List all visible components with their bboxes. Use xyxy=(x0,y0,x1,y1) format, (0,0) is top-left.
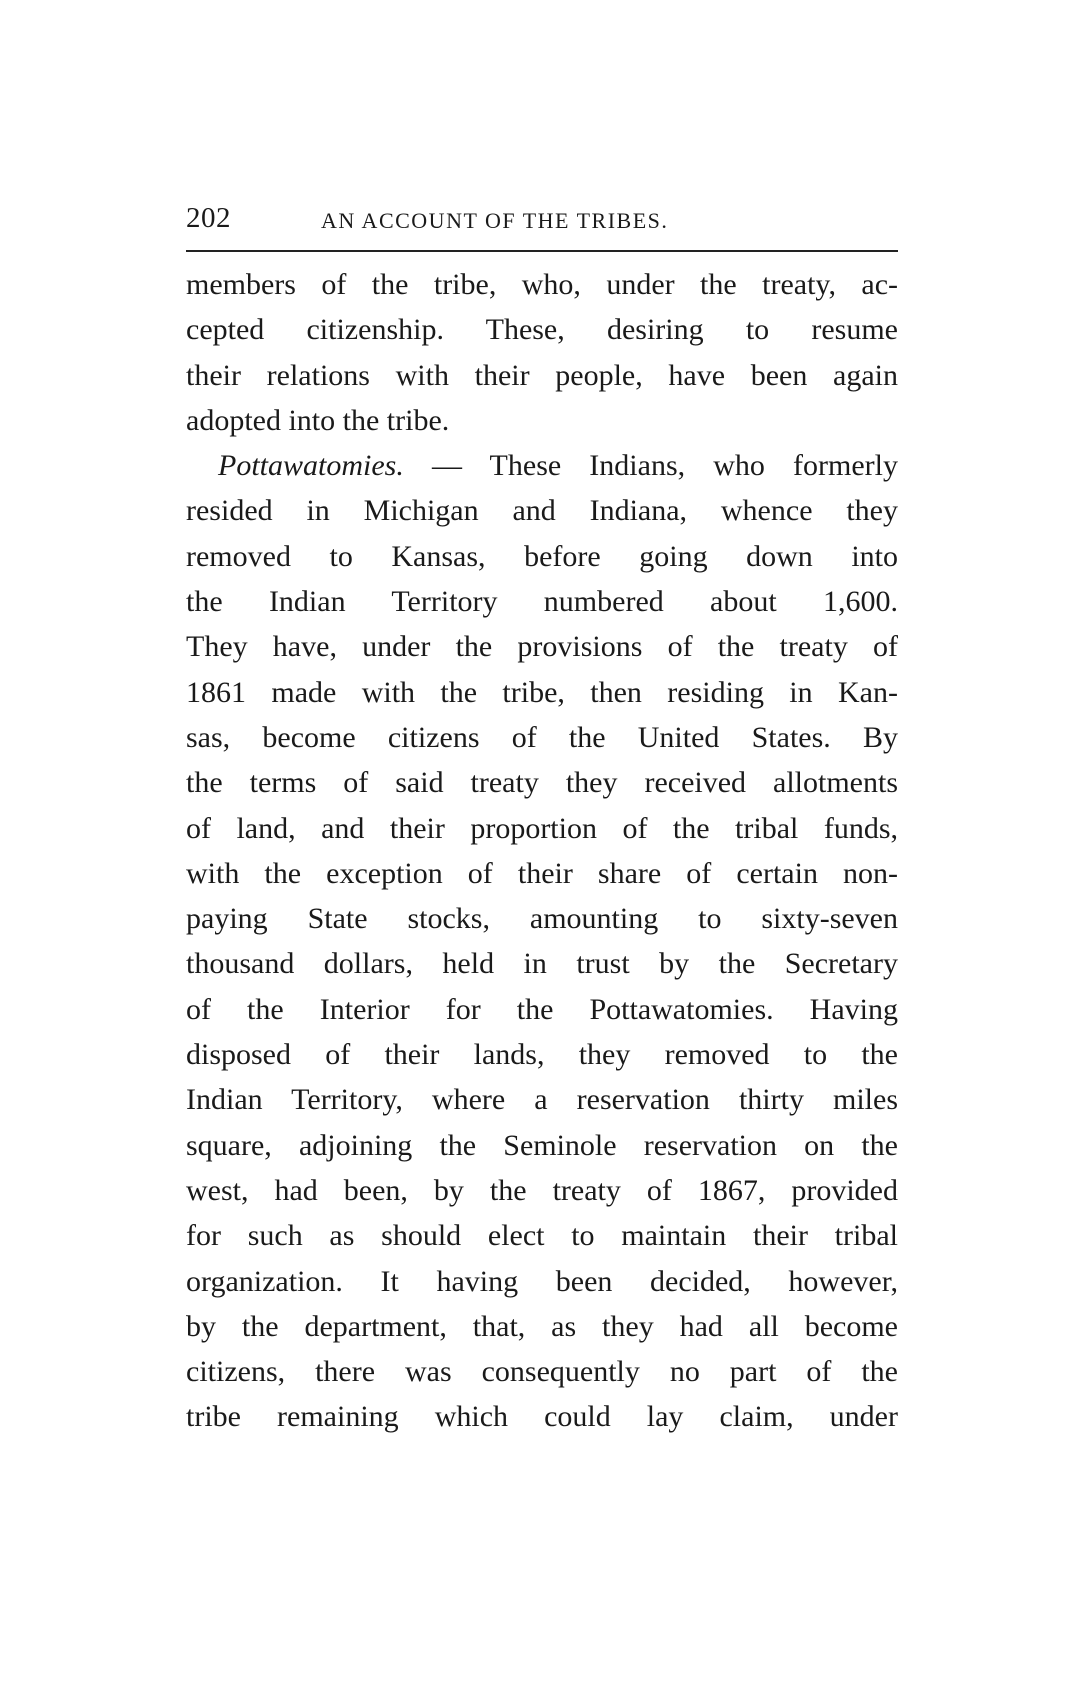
text-line: thousand dollars, held in trust by the Secretary xyxy=(186,947,898,981)
text-line: citizens, there was consequently no part of the xyxy=(186,1355,898,1389)
text-line: by the department, that, as they had all become xyxy=(186,1309,898,1343)
text-line: disposed of their lands, they removed to the xyxy=(186,1038,898,1072)
body-text xyxy=(186,262,898,1440)
text-line: removed to Kansas, before going down into xyxy=(186,539,898,573)
section-heading: Pottawatomies. xyxy=(218,449,404,483)
text-line: square, adjoining the Seminole reservation on the xyxy=(186,1128,898,1162)
text-line: of land, and their proportion of the tribal funds, xyxy=(186,811,898,845)
book-page xyxy=(186,196,898,1440)
page-number: 202 xyxy=(186,202,231,234)
text-line: the Indian Territory numbered about 1,600. xyxy=(186,585,898,619)
text-line: sas, become citizens of the United States. By xyxy=(186,720,898,754)
text-line: cepted citizenship. These, desiring to resume xyxy=(186,313,898,347)
running-title: AN ACCOUNT OF THE TRIBES. xyxy=(321,208,669,233)
text-line: adopted into the tribe. xyxy=(186,403,450,437)
first-line-text: — These Indians, who formerly xyxy=(403,449,898,483)
text-line: of the Interior for the Pottawatomies. Having xyxy=(186,992,898,1026)
text-line: their relations with their people, have been again xyxy=(186,358,898,392)
text-line: with the exception of their share of certain non- xyxy=(186,856,898,890)
paragraph-continuation xyxy=(186,262,898,443)
text-line: members of the tribe, who, under the treaty, ac- xyxy=(186,268,898,301)
text-line: paying State stocks, amounting to sixty-seven xyxy=(186,902,898,936)
text-line: Indian Territory, where a reservation thirty miles xyxy=(186,1083,898,1117)
header-rule xyxy=(186,250,898,252)
paragraph-pottawatomies xyxy=(186,443,898,1440)
text-line: the terms of said treaty they received allotments xyxy=(186,766,898,800)
text-line: They have, under the provisions of the treaty of xyxy=(186,630,898,664)
text-line: for such as should elect to maintain their tribal xyxy=(186,1219,898,1253)
running-head xyxy=(186,196,898,244)
text-line: resided in Michigan and Indiana, whence they xyxy=(186,494,898,528)
text-line: organization. It having been decided, however, xyxy=(186,1264,898,1298)
text-line: 1861 made with the tribe, then residing in Kan- xyxy=(186,675,898,709)
text-line: west, had been, by the treaty of 1867, provided xyxy=(186,1173,898,1207)
text-line-first xyxy=(186,443,898,488)
text-line: tribe remaining which could lay claim, under xyxy=(186,1400,898,1434)
